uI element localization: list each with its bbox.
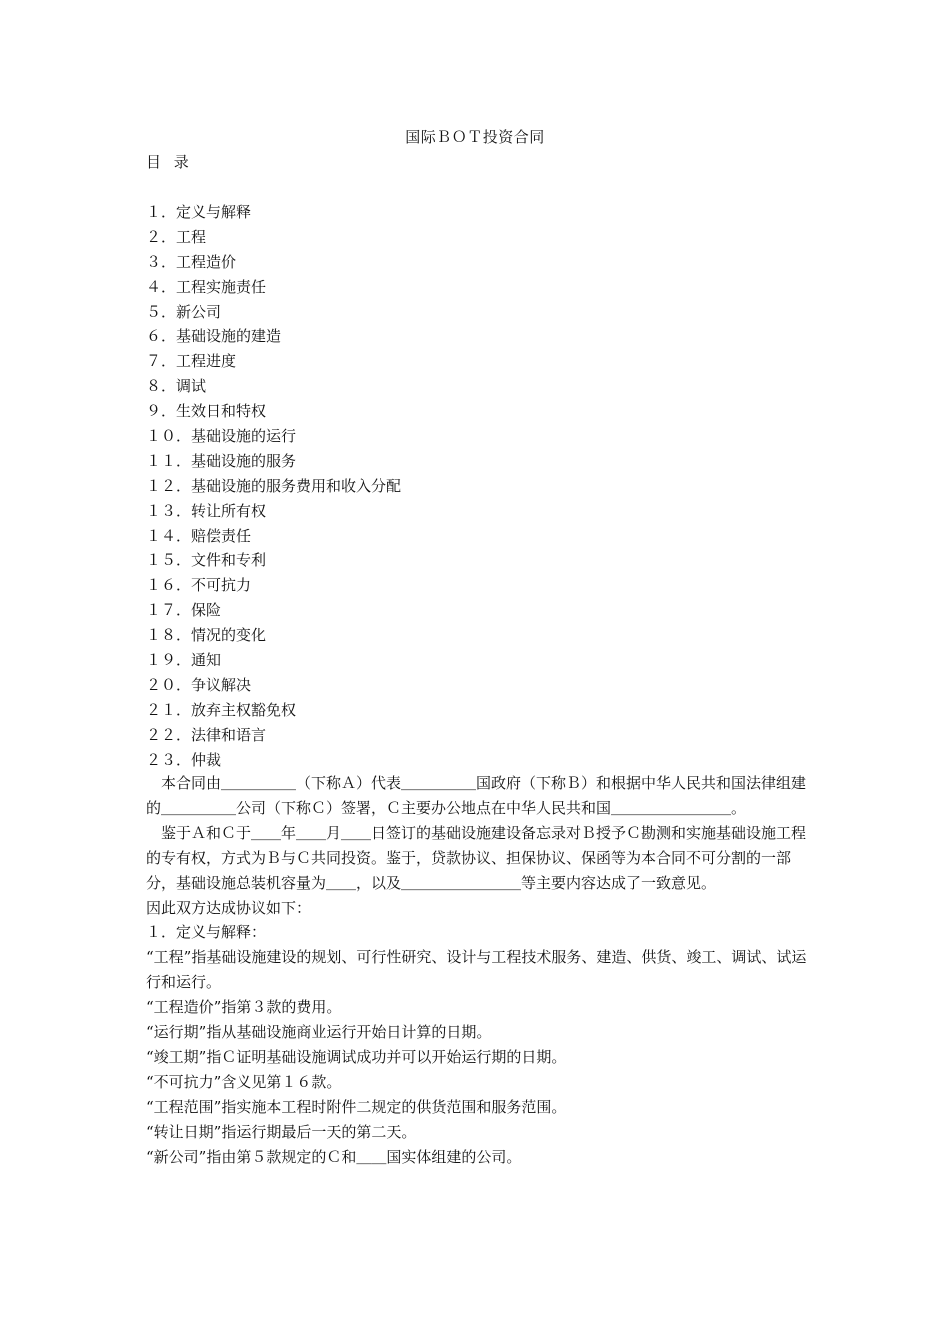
- toc-item: ７．工程进度: [146, 352, 237, 371]
- toc-item: １５．文件和专利: [146, 551, 267, 570]
- toc-item: ８．调试: [146, 377, 207, 396]
- toc-item: ９．生效日和特权: [146, 402, 267, 421]
- toc-heading: 目 录: [146, 153, 193, 171]
- toc-item: １１．基础设施的服务: [146, 451, 297, 470]
- definition-item: “新公司”指由第５款规定的Ｃ和＿＿国实体组建的公司。: [146, 1147, 522, 1166]
- toc-item: ３．工程造价: [146, 252, 237, 271]
- definition-item: “工程”指基础设施建设的规划、可行性研究、设计与工程技术服务、建造、供货、竣工、调试、试运行和运行。: [146, 948, 807, 992]
- toc-item: ２．工程: [146, 227, 207, 246]
- toc-item: １２．基础设施的服务费用和收入分配: [146, 476, 402, 495]
- document-title: 国际ＢＯＴ投资合同: [405, 128, 545, 146]
- toc-item: １６．不可抗力: [146, 576, 252, 595]
- toc-item: ６．基础设施的建造: [146, 327, 282, 346]
- toc-item: ２３．仲裁: [146, 750, 222, 769]
- toc-item: ５．新公司: [146, 302, 222, 321]
- toc-item: ２２．法律和语言: [146, 725, 267, 744]
- definition-item: “工程造价”指第３款的费用。: [146, 998, 342, 1017]
- contract-body: [146, 771, 820, 1170]
- definition-item: “运行期”指从基础设施商业运行开始日计算的日期。: [146, 1023, 492, 1042]
- toc-item: １７．保险: [146, 601, 222, 620]
- toc-item: １８．情况的变化: [146, 626, 267, 645]
- recital-paragraph: 鉴于Ａ和Ｃ于＿＿年＿＿月＿＿日签订的基础设施建设备忘录对Ｂ授予Ｃ勘测和实施基础设施工程的专有权，方式为Ｂ与Ｃ共同投资。鉴于，贷款协议、担保协议、保函等为本合同不可分割的一部分，基础设施总装机容量为＿＿，以及＿＿＿＿＿＿＿＿等主要内容达成了一致意见。: [146, 823, 807, 892]
- toc-item: １４．赔偿责任: [146, 526, 252, 545]
- toc-item: １．定义与解释: [146, 203, 252, 221]
- table-of-contents: [146, 200, 826, 772]
- definition-item: “转让日期”指运行期最后一天的第二天。: [146, 1122, 417, 1141]
- toc-item: １３．转让所有权: [146, 501, 267, 520]
- toc-item: １９．通知: [146, 651, 222, 670]
- agreement-intro: 因此双方达成协议如下：: [146, 898, 312, 917]
- definition-item: “竣工期”指Ｃ证明基础设施调试成功并可以开始运行期的日期。: [146, 1047, 567, 1066]
- toc-item: １０．基础设施的运行: [146, 427, 297, 446]
- preamble-paragraph: 本合同由＿＿＿＿＿（下称Ａ）代表＿＿＿＿＿国政府（下称Ｂ）和根据中华人民共和国法律组建的＿＿＿＿＿公司（下称Ｃ）签署，Ｃ主要办公地点在中华人民共和国＿＿＿＿＿＿＿＿。: [146, 774, 807, 817]
- toc-item: ４．工程实施责任: [146, 277, 267, 296]
- toc-item: ２１．放弃主权豁免权: [146, 700, 297, 719]
- definition-item: “工程范围”指实施本工程时附件二规定的供货范围和服务范围。: [146, 1097, 567, 1116]
- section-heading: １．定义与解释：: [146, 923, 267, 942]
- toc-item: ２０．争议解决: [146, 675, 252, 694]
- definition-item: “不可抗力”含义见第１６款。: [146, 1072, 342, 1091]
